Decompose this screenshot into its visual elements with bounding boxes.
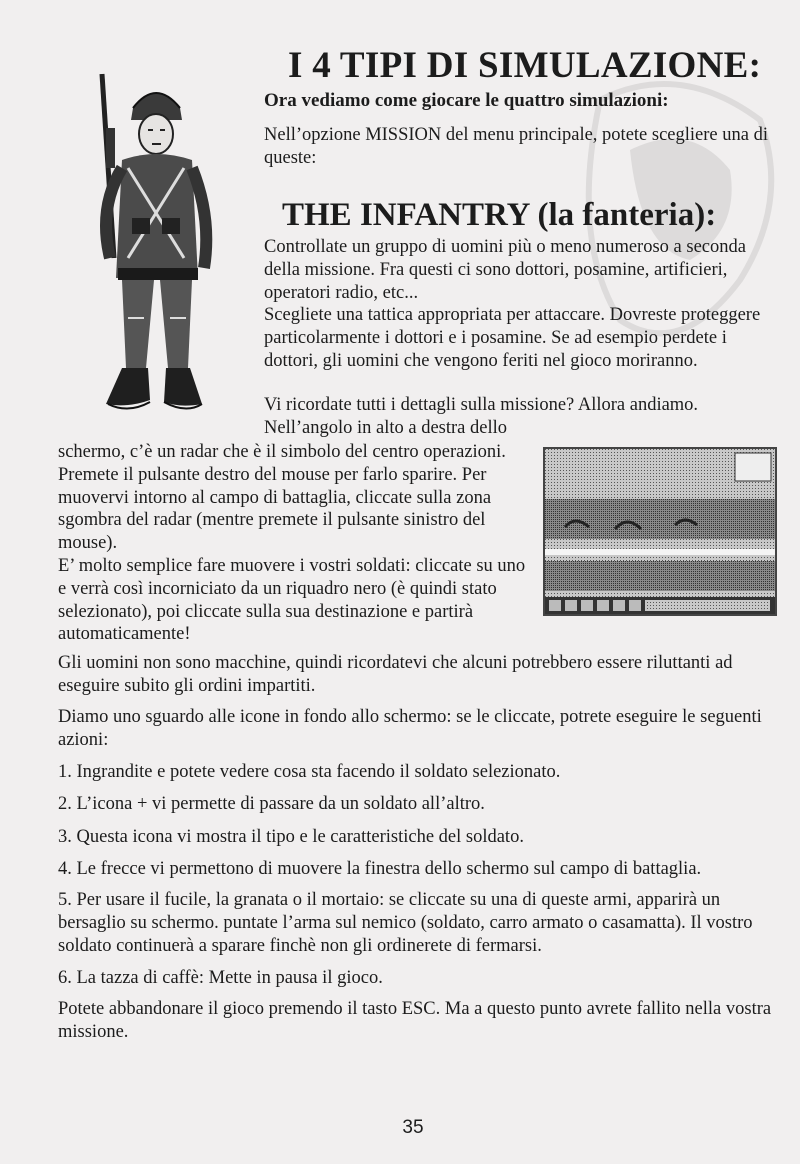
screenshot-art (545, 449, 775, 614)
esc-paragraph: Potete abbandonare il gioco premendo il tasto ESC. Ma a questo punto avrete fallito nella vostra missione. (58, 999, 772, 1042)
list-item: 5. Per usare il fucile, la granata o il mortaio: se cliccate su una di queste armi, apparirà un bersaglio su schermo. puntate l’arma sul nemico (soldato, carro armato o casamatta). Il vostro soldato continuerà a sparare finchè non gli ordinerete di fermarsi. (58, 890, 753, 956)
select-paragraph: E’ molto semplice fare muovere i vostri soldati: cliccate su uno e verrà così incorniciato da un riquadro nero (è quindi stato selezionato), poi cliccate sulla sua destinazione e partirà automaticamente! (58, 556, 526, 645)
list-item: 1. Ingrandite e potete vedere cosa sta facendo il soldato selezionato. (58, 762, 561, 782)
infantry-paragraph-2: Scegliete una tattica appropriata per attaccare. Dovreste proteggere particolarmente i dottori e i posamine. Se ad esempio perdete i dottori, gli uomini che vengono feriti nel gioco moriranno. (264, 305, 761, 371)
soldier-illustration (88, 68, 218, 418)
list-item: 6. La tazza di caffè: Mette in pausa il gioco. (58, 968, 383, 988)
radar-line-2: Nell’angolo in alto a destra dello (264, 418, 507, 438)
list-item: 3. Questa icona vi mostra il tipo e le caratteristiche del soldato. (58, 827, 524, 847)
radar-line-1: Vi ricordate tutti i dettagli sulla missione? Allora andiamo. (264, 395, 699, 415)
radar-paragraph: schermo, c’è un radar che è il simbolo del centro operazioni. Premete il pulsante destro del mouse per farlo sparire. Per muovervi intorno al campo di battaglia, cliccate sulla zona sgombra del radar (mentre premete il pulsante sinistro del mouse). (58, 442, 506, 554)
page-subtitle: Ora vediamo come giocare le quattro simulazioni: (264, 90, 669, 111)
intro-paragraph: Nell’opzione MISSION del menu principale, potete scegliere una di queste: (264, 125, 768, 168)
page-title: I 4 TIPI DI SIMULAZIONE: (288, 45, 762, 86)
page-number: 35 (402, 1117, 424, 1138)
list-item: 4. Le frecce vi permettono di muovere la finestra dello schermo sul campo di battaglia. (58, 859, 702, 879)
infantry-text (264, 236, 784, 373)
men-paragraph: Gli uomini non sono macchine, quindi ricordatevi che alcuni potrebbero essere riluttanti ad eseguire subito gli ordini impartiti. (58, 653, 733, 696)
icons-intro-paragraph: Diamo uno sguardo alle icone in fondo allo schermo: se le cliccate, potrete eseguire le seguenti azioni: (58, 707, 762, 750)
list-item: 2. L’icona + vi permette di passare da un soldato all’altro. (58, 794, 485, 814)
infantry-paragraph-1: Controllate un gruppo di uomini più o meno numeroso a seconda della missione. Fra questi ci sono dottori, posamine, artificieri, operatori radio, etc... (264, 237, 746, 303)
section-heading: THE INFANTRY (la fanteria): (282, 197, 717, 233)
game-screenshot (543, 447, 777, 616)
